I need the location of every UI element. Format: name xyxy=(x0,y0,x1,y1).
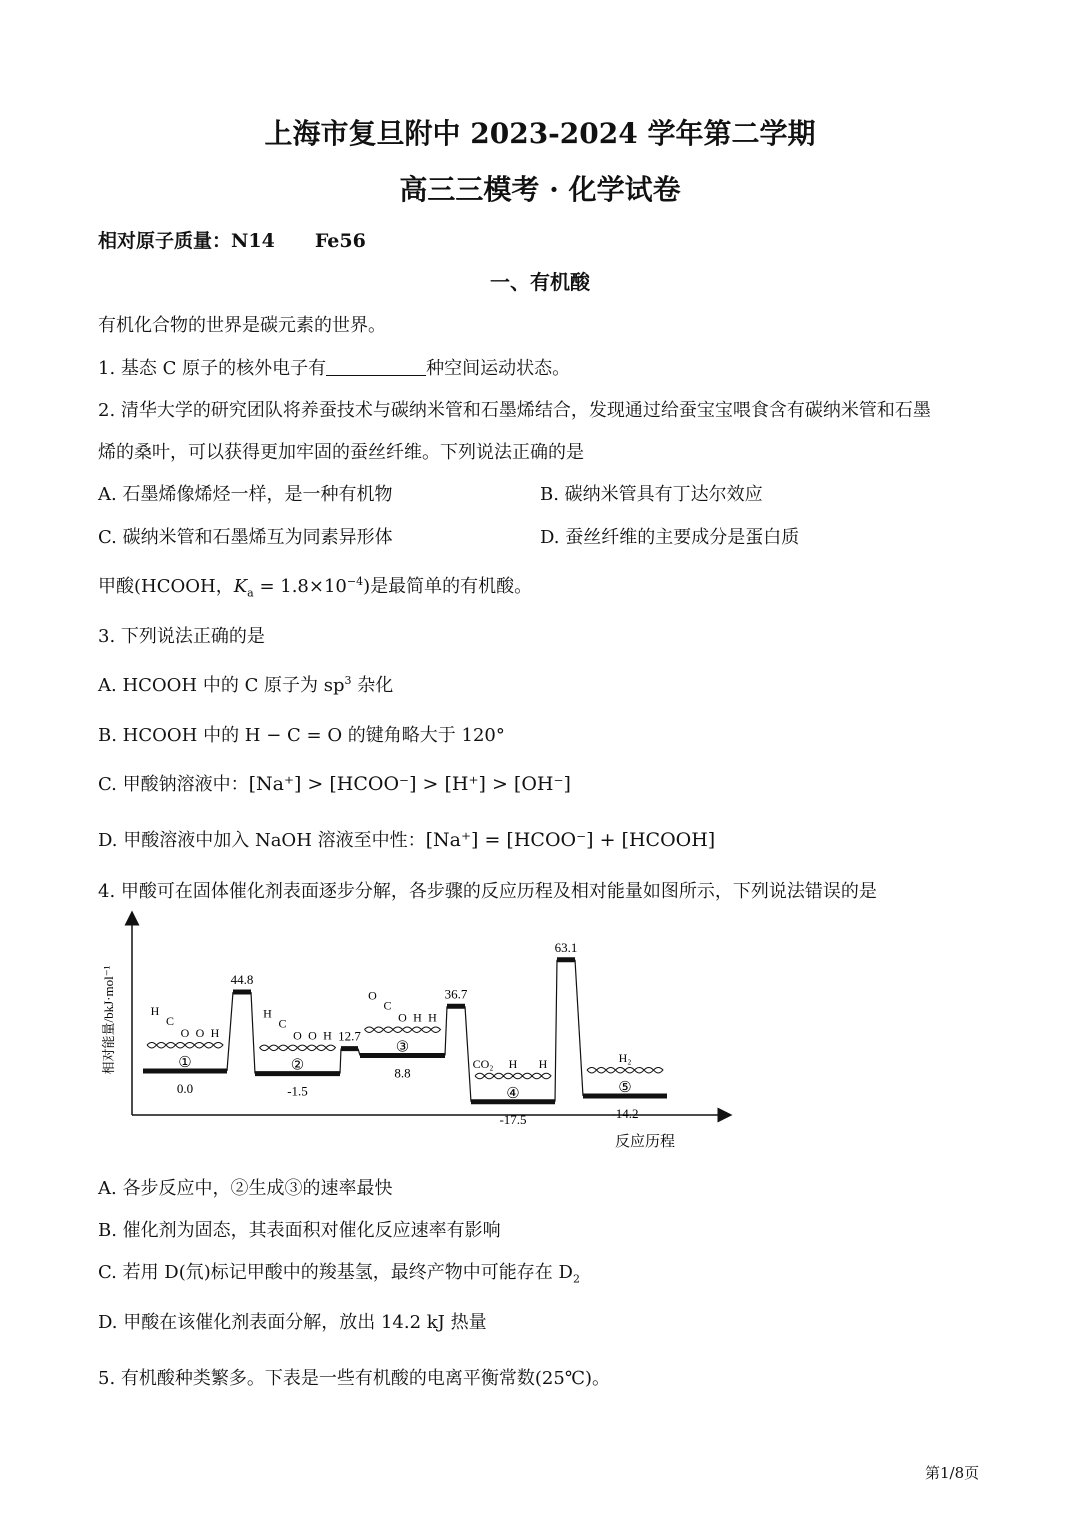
species-label: H₂ xyxy=(618,1050,632,1065)
q3-stem: 3. 下列说法正确的是 xyxy=(98,626,265,647)
species-label: H xyxy=(413,1010,422,1025)
connector-line xyxy=(445,1006,447,1055)
ka-value: = 1.8×10 xyxy=(253,576,347,597)
species-label: O xyxy=(308,1028,317,1043)
species-label: O xyxy=(195,1025,205,1040)
energy-value-label: 12.7 xyxy=(338,1028,361,1044)
atomic-mass-fe: Fe56 xyxy=(314,230,366,252)
q3-option-d xyxy=(98,826,715,852)
intro-text: 有机化合物的世界是碳元素的世界。 xyxy=(98,315,386,336)
ka-symbol: K xyxy=(233,576,248,597)
energy-profile-chart xyxy=(95,910,735,1160)
intermediate-number: ④ xyxy=(506,1085,520,1102)
q2-option-c: C. 碳纳米管和石墨烯互为同素异形体 xyxy=(98,527,393,548)
species-label: H xyxy=(210,1025,220,1040)
species-label: O xyxy=(398,1010,407,1025)
q3-d-pre: D. 甲酸溶液中加入 NaOH 溶液至中性： xyxy=(98,830,426,851)
y-axis-label: 相对能量/bkJ·mol⁻¹ xyxy=(101,965,116,1075)
q3-c-pre: C. 甲酸钠溶液中： xyxy=(98,774,249,795)
energy-value-label: 36.7 xyxy=(444,986,468,1002)
section-heading: 一、有机酸 xyxy=(490,270,590,294)
ka-subscript: a xyxy=(247,586,254,600)
q4-stem: 4. 甲酸可在固体催化剂表面逐步分解，各步骤的反应历程及相对能量如图所示，下列说法错误的是 xyxy=(98,881,877,902)
energy-value-label: 44.8 xyxy=(230,972,254,988)
species-label: H xyxy=(508,1056,518,1071)
energy-value-label: -1.5 xyxy=(287,1083,308,1099)
q2-stem-line2: 烯的桑叶，可以获得更加牢固的蚕丝纤维。下列说法正确的是 xyxy=(98,442,584,463)
q3-a-sup: 3 xyxy=(344,674,352,687)
species-label: H xyxy=(150,1003,160,1018)
connector-line xyxy=(251,992,255,1074)
formic-acid-intro xyxy=(98,572,532,600)
connector-line xyxy=(227,992,233,1071)
q3-c-expr: [Na⁺] > [HCOO⁻] > [H⁺] > [OH⁻] xyxy=(248,773,571,795)
q3-d-expr: [Na⁺] = [HCOO⁻] + [HCOOH] xyxy=(425,829,716,851)
species-label: C xyxy=(165,1013,175,1028)
atomic-mass-label: 相对原子质量： xyxy=(98,230,232,252)
connector-line xyxy=(358,1049,360,1056)
q2-stem-line1: 2. 清华大学的研究团队将养蚕技术与碳纳米管和石墨烯结合，发现通过给蚕宝宝喂食含有碳纳米管和石墨 xyxy=(98,400,931,421)
q1-text-after: 种空间运动状态。 xyxy=(426,358,571,379)
intermediate-number: ① xyxy=(178,1054,192,1071)
species-label: H xyxy=(323,1028,332,1043)
species-label: C xyxy=(383,998,392,1013)
connector-line xyxy=(575,960,583,1096)
q3-option-c xyxy=(98,770,571,796)
catalyst-surface xyxy=(147,1042,223,1048)
species-label: CO₂ xyxy=(472,1056,494,1071)
q4-c-pre: C. 若用 D(氘)标记甲酸中的羧基氢，最终产物中可能存在 D xyxy=(98,1262,573,1283)
q4-option-d: D. 甲酸在该催化剂表面分解，放出 14.2 kJ 热量 xyxy=(98,1312,487,1333)
species-label: C xyxy=(278,1016,287,1031)
energy-value-label: -17.5 xyxy=(499,1111,527,1127)
intermediate-number: ⑤ xyxy=(618,1079,632,1096)
energy-value-label: -14.2 xyxy=(611,1105,639,1121)
q2-option-b: B. 碳纳米管具有丁达尔效应 xyxy=(540,484,763,505)
energy-value-label: 8.8 xyxy=(394,1065,411,1081)
species-label: O xyxy=(368,988,377,1003)
atomic-mass-row xyxy=(98,226,366,253)
question-1 xyxy=(98,354,570,380)
energy-value-label: 63.1 xyxy=(554,939,578,955)
page-number: 第1/8页 xyxy=(925,1464,980,1482)
ka-exponent: −4 xyxy=(346,575,364,588)
q4-option-a: A. 各步反应中，②生成③的速率最快 xyxy=(98,1178,393,1199)
q4-option-c xyxy=(98,1258,580,1286)
atomic-mass-n: N14 xyxy=(231,230,275,252)
exam-title-line2: 高三三模考 · 化学试卷 xyxy=(399,173,681,206)
q3-option-b: B. HCOOH 中的 H − C = O 的键角略大于 120° xyxy=(98,725,505,746)
q3-a-post: 杂化 xyxy=(351,675,394,696)
formic-pre: 甲酸(HCOOH， xyxy=(98,576,234,597)
intermediate-number: ③ xyxy=(395,1039,410,1056)
species-label: H xyxy=(428,1010,437,1025)
q2-option-d: D. 蚕丝纤维的主要成分是蛋白质 xyxy=(540,527,800,548)
catalyst-surface xyxy=(365,1027,441,1033)
connector-line xyxy=(555,960,557,1102)
connector-line xyxy=(465,1006,471,1101)
q4-c-sub: 2 xyxy=(572,1272,580,1286)
species-label: H xyxy=(263,1006,272,1021)
q1-text-before: 1. 基态 C 原子的核外电子有 xyxy=(98,358,327,379)
q4-option-b: B. 催化剂为固态，其表面积对催化反应速率有影响 xyxy=(98,1220,501,1241)
energy-value-label: 0.0 xyxy=(176,1080,194,1096)
question-5: 5. 有机酸种类繁多。下表是一些有机酸的电离平衡常数(25℃)。 xyxy=(98,1368,610,1389)
q3-option-a xyxy=(98,671,393,697)
x-axis-label: 反应历程 xyxy=(614,1134,676,1150)
exam-title-line1: 上海市复旦附中 2023-2024 学年第二学期 xyxy=(264,117,816,150)
q1-answer-blank[interactable] xyxy=(326,357,426,376)
formic-post: )是最简单的有机酸。 xyxy=(363,576,533,597)
intermediate-number: ② xyxy=(290,1057,305,1074)
connector-line xyxy=(340,1049,341,1074)
catalyst-surface xyxy=(260,1045,336,1051)
species-label: O xyxy=(293,1028,302,1043)
q3-a-pre: A. HCOOH 中的 C 原子为 sp xyxy=(98,675,345,696)
q2-option-a: A. 石墨烯像烯烃一样，是一种有机物 xyxy=(98,484,393,505)
species-label: H xyxy=(538,1056,548,1071)
catalyst-surface xyxy=(587,1067,663,1073)
species-label: O xyxy=(180,1025,190,1040)
catalyst-surface xyxy=(475,1073,551,1079)
